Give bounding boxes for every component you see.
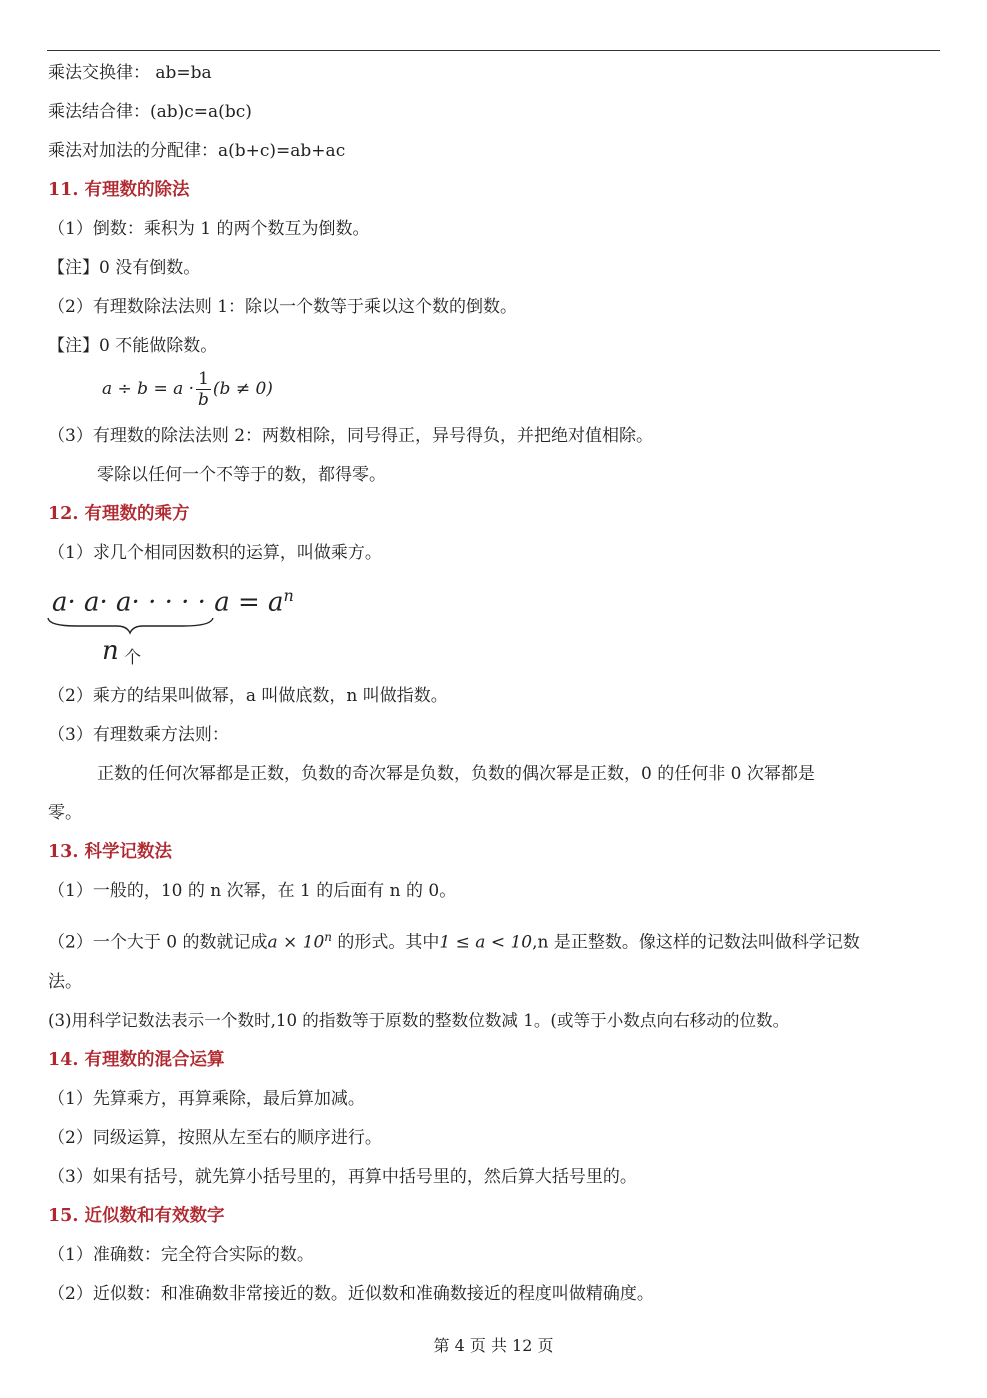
s11-note-2: 【注】0 不能做除数。 xyxy=(48,336,218,356)
s13-l2-math2: 1 ≤ a < 10 xyxy=(439,932,533,953)
law-distributive: 乘法对加法的分配律：a(b+c)=ab+ac xyxy=(48,141,346,161)
s13-l2-exp: n xyxy=(324,930,333,944)
s11-line-1: （1）倒数：乘积为 1 的两个数互为倒数。 xyxy=(48,219,370,239)
s13-line-3: (3)用科学记数法表示一个数时,10 的指数等于原数的整数位数减 1。(或等于小数点向右移动的位数。 xyxy=(48,1011,790,1030)
s13-l2-math: a × 10 xyxy=(267,932,325,953)
power-exponent: n xyxy=(283,586,294,605)
s13-line-2b: 法。 xyxy=(48,972,82,992)
division-formula xyxy=(102,368,273,410)
s15-line-2: （2）近似数：和准确数非常接近的数。近似数和准确数接近的程度叫做精确度。 xyxy=(48,1284,654,1304)
brace-n-label: n xyxy=(102,636,119,666)
formula-right: (b ≠ 0) xyxy=(212,379,273,399)
fraction-numerator: 1 xyxy=(198,369,209,389)
s14-line-2: （2）同级运算，按照从左至右的顺序进行。 xyxy=(48,1128,382,1148)
formula-fraction xyxy=(196,369,211,410)
law-associative: 乘法结合律：(ab)c=a(bc) xyxy=(48,102,252,122)
section-11-title: 11. 有理数的除法 xyxy=(48,180,190,200)
law-commutative: 乘法交换律： ab=ba xyxy=(48,63,212,83)
s12-line-4b: 零。 xyxy=(48,803,82,823)
s11-line-2: （2）有理数除法法则 1：除以一个数等于乘以这个数的倒数。 xyxy=(48,297,518,317)
s12-line-1: （1）求几个相同因数积的运算，叫做乘方。 xyxy=(48,543,382,563)
fraction-denominator: b xyxy=(198,390,209,410)
s13-l2-post: ,n 是正整数。像这样的记数法叫做科学记数 xyxy=(532,932,860,953)
section-12-title: 12. 有理数的乘方 xyxy=(48,504,190,524)
s11-line-3: （3）有理数的除法法则 2：两数相除，同号得正，异号得负，并把绝对值相除。 xyxy=(48,426,654,446)
section-13-title: 13. 科学记数法 xyxy=(48,842,173,862)
s12-line-2: （2）乘方的结果叫做幂，a 叫做底数，n 叫做指数。 xyxy=(48,686,448,706)
s13-l2-mid: 的形式。其中 xyxy=(332,932,440,953)
s13-line-1: （1）一般的，10 的 n 次幂，在 1 的后面有 n 的 0。 xyxy=(48,881,457,901)
s11-note-1: 【注】0 没有倒数。 xyxy=(48,258,201,278)
brace-ge-label: 个 xyxy=(124,648,141,668)
s14-line-1: （1）先算乘方，再算乘除，最后算加减。 xyxy=(48,1089,365,1109)
s15-line-1: （1）准确数：完全符合实际的数。 xyxy=(48,1245,314,1265)
s12-line-4a: 正数的任何次幂都是正数，负数的奇次幂是负数，负数的偶次幂是正数，0 的任何非 0 次幂都是 xyxy=(97,764,815,784)
section-14-title: 14. 有理数的混合运算 xyxy=(48,1050,225,1070)
s13-line-2 xyxy=(48,926,860,954)
power-formula xyxy=(52,586,294,618)
s12-line-3: （3）有理数乘方法则： xyxy=(48,725,229,745)
page-footer: 第 4 页 共 12 页 xyxy=(433,1336,554,1355)
power-formula-body: a· a· a· · · · · a = a xyxy=(52,587,284,618)
underbrace xyxy=(47,616,217,636)
formula-left: a ÷ b = a · xyxy=(102,379,195,399)
s13-l2-pre: （2）一个大于 0 的数就记成 xyxy=(48,932,268,953)
s11-line-4: 零除以任何一个不等于的数，都得零。 xyxy=(97,465,386,485)
section-15-title: 15. 近似数和有效数字 xyxy=(48,1206,225,1226)
s14-line-3: （3）如果有括号，就先算小括号里的，再算中括号里的，然后算大括号里的。 xyxy=(48,1167,637,1187)
header-rule xyxy=(47,50,940,51)
